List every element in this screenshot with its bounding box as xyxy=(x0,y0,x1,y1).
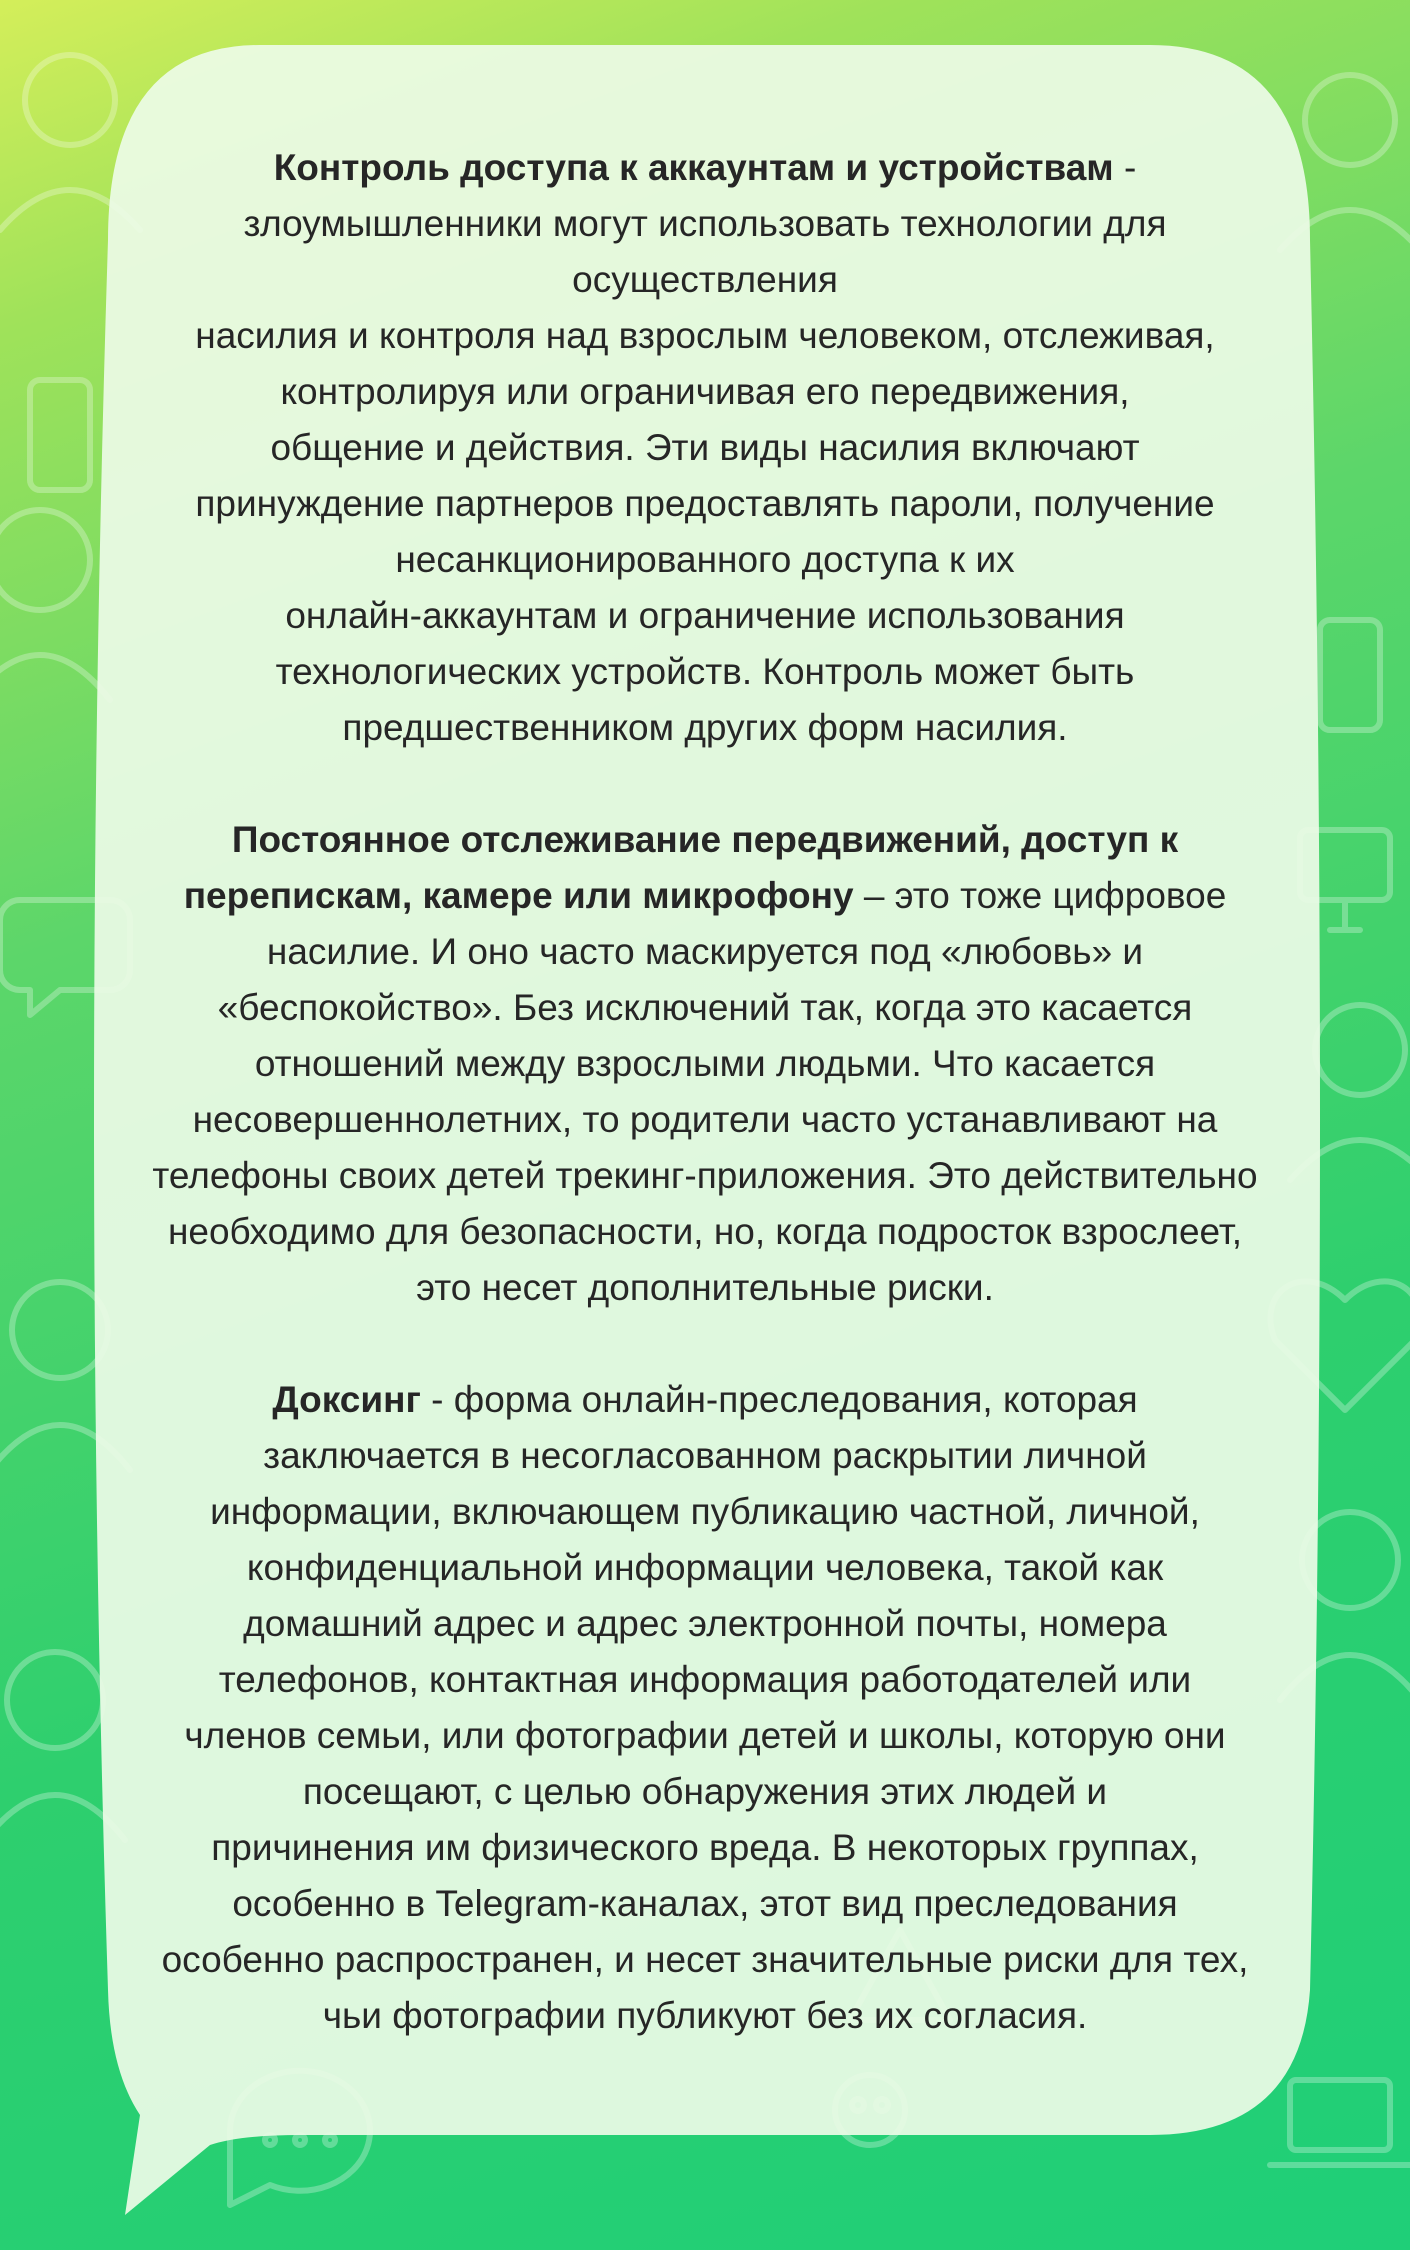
text-line xyxy=(90,588,1320,644)
text-line xyxy=(90,364,1320,420)
line-text: это несет дополнительные риски. xyxy=(416,1267,994,1308)
text-line xyxy=(90,1036,1320,1092)
bold-term: Контроль доступа к аккаунтам и устройствам xyxy=(273,147,1114,188)
text-line xyxy=(90,1932,1320,1988)
line-text: конфиденциальной информации человека, такой как xyxy=(246,1547,1164,1588)
text-line xyxy=(90,1148,1320,1204)
line-text: телефоны своих детей трекинг-приложения. Это действительно xyxy=(152,1155,1258,1196)
text-line xyxy=(90,1484,1320,1540)
text-line xyxy=(90,1428,1320,1484)
text-line xyxy=(90,420,1320,476)
line-text: телефонов, контактная информация работодателей или xyxy=(218,1659,1192,1700)
line-text: информации, включающем публикацию частной, личной, xyxy=(210,1491,1200,1532)
text-line xyxy=(90,1820,1320,1876)
text-line xyxy=(90,644,1320,700)
line-text: особенно в Telegram-каналах, этот вид преследования xyxy=(232,1883,1178,1924)
text-line xyxy=(90,140,1320,196)
text-line xyxy=(90,924,1320,980)
text-line xyxy=(90,1988,1320,2044)
text-line xyxy=(90,252,1320,308)
paragraph-access-control xyxy=(90,140,1320,756)
bold-term: Доксинг xyxy=(272,1379,421,1420)
line-text: контролируя или ограничивая его передвижения, xyxy=(280,371,1130,412)
line-text: посещают, с целью обнаружения этих людей и xyxy=(302,1771,1108,1812)
line-text: технологических устройств. Контроль может быть xyxy=(275,651,1135,692)
text-line xyxy=(90,1260,1320,1316)
text-line xyxy=(90,1708,1320,1764)
line-text: насилие. И оно часто маскируется под «любовь» и xyxy=(266,931,1144,972)
line-text: общение и действия. Эти виды насилия включают xyxy=(270,427,1140,468)
text-line xyxy=(90,1204,1320,1260)
text-line xyxy=(90,700,1320,756)
text-line xyxy=(90,1652,1320,1708)
text-line xyxy=(90,196,1320,252)
line-text: злоумышленники могут использовать технологии для xyxy=(243,203,1167,244)
bold-term: Постоянное отслеживание передвижений, доступ к xyxy=(231,819,1179,860)
line-text: предшественником других форм насилия. xyxy=(342,707,1068,748)
line-text: несанкционированного доступа к их xyxy=(395,539,1015,580)
line-text: – это тоже цифровое xyxy=(853,875,1227,916)
line-text: - форма онлайн-преследования, которая xyxy=(420,1379,1138,1420)
line-text: отношений между взрослыми людьми. Что касается xyxy=(254,1043,1156,1084)
text-line xyxy=(90,1764,1320,1820)
line-text: чьи фотографии публикуют без их согласия. xyxy=(322,1995,1088,2036)
line-text: особенно распространен, и несет значительные риски для тех, xyxy=(161,1939,1249,1980)
text-line xyxy=(90,532,1320,588)
paragraph-tracking xyxy=(90,812,1320,1316)
text-line xyxy=(90,1596,1320,1652)
line-text: заключается в несогласованном раскрытии личной xyxy=(263,1435,1147,1476)
line-text: необходимо для безопасности, но, когда подросток взрослеет, xyxy=(167,1211,1243,1252)
line-text: - xyxy=(1113,147,1137,188)
line-text: принуждение партнеров предоставлять пароли, получение xyxy=(195,483,1215,524)
text-line xyxy=(90,1092,1320,1148)
text-line xyxy=(90,1372,1320,1428)
line-text: членов семьи, или фотографии детей и школы, которую они xyxy=(184,1715,1226,1756)
line-text: «беспокойство». Без исключений так, когда это касается xyxy=(217,987,1193,1028)
text-line xyxy=(90,1876,1320,1932)
paragraph-doxing xyxy=(90,1372,1320,2044)
line-text: осуществления xyxy=(572,259,838,300)
line-text: домашний адрес и адрес электронной почты, номера xyxy=(243,1603,1167,1644)
bold-term: перепискам, камере или микрофону xyxy=(183,875,854,916)
line-text: несовершеннолетних, то родители часто устанавливают на xyxy=(192,1099,1218,1140)
line-text: причинения им физического вреда. В некоторых группах, xyxy=(211,1827,1199,1868)
line-text: онлайн-аккаунтам и ограничение использования xyxy=(285,595,1125,636)
text-line xyxy=(90,980,1320,1036)
text-line xyxy=(90,476,1320,532)
text-line xyxy=(90,308,1320,364)
text-line xyxy=(90,1540,1320,1596)
text-line xyxy=(90,868,1320,924)
article-text xyxy=(90,140,1320,2044)
line-text: насилия и контроля над взрослым человеком, отслеживая, xyxy=(195,315,1215,356)
text-line xyxy=(90,812,1320,868)
